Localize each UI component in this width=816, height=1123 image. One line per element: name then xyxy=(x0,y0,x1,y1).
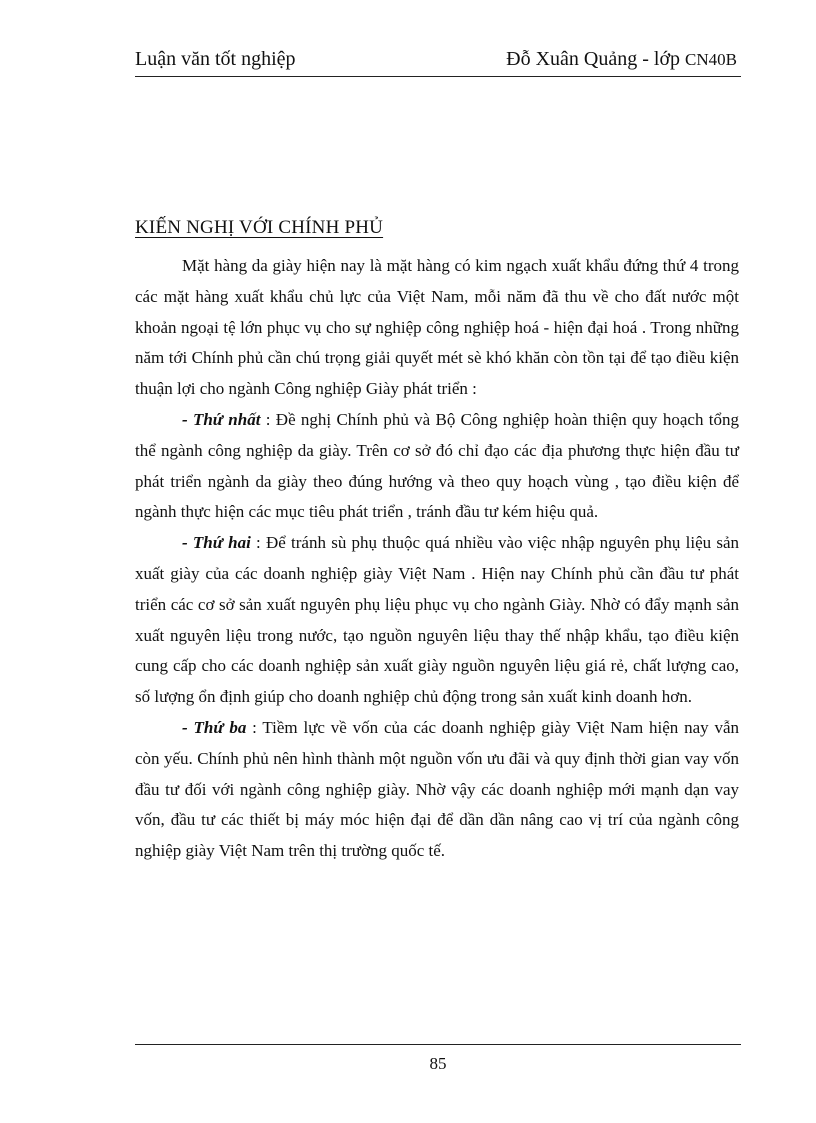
header-author-class: CN40B xyxy=(685,50,737,69)
section-body xyxy=(135,251,739,867)
section-heading: KIẾN NGHỊ VỚI CHÍNH PHỦ xyxy=(135,217,384,238)
recommendation-text-3: : Tiềm lực về vốn của các doanh nghiệp giày Việt Nam hiện nay vẫn còn yếu. Chính phủ nên hình thành một nguồn vốn ưu đãi và quy định thời gian vay vốn đầu tư đối với ngành công nghiệp giày. Nhờ vậy các doanh nghiệp mới mạnh dạn vay vốn, đầu tư các thiết bị máy móc hiện đại để dần dần nâng cao vị trí của ngành công nghiệp giày Việt Nam trên thị trường quốc tế. xyxy=(135,717,739,861)
recommendation-text-1: : Đề nghị Chính phủ và Bộ Công nghiệp hoàn thiện quy hoạch tổng thể ngành công nghiệp da giày. Trên cơ sở đó chỉ đạo các địa phương thực hiện đầu tư phát triển ngành da giày theo đúng hướng và theo quy hoạch vùng , tạo điều kiện để ngành thực hiện các mục tiêu phát triển , tránh đầu tư kém hiệu quả. xyxy=(135,409,739,522)
header-thesis-label: Luận văn tốt nghiệp xyxy=(135,48,296,70)
header-author xyxy=(506,48,737,71)
recommendation-text-2: : Để tránh sù phụ thuộc quá nhiều vào việc nhập nguyên phụ liệu sản xuất giày của các doanh nghiệp giày Việt Nam . Hiện nay Chính phủ cần đầu tư phát triển các cơ sở sản xuất nguyên phụ liệu phục vụ cho ngành Giày. Nhờ có đẩy mạnh sản xuất nguyên liệu trong nước, tạo nguồn nguyên liệu thay thế nhập khẩu, tạo điều kiện cung cấp cho các doanh nghiệp sản xuất giày nguồn nguyên liệu giá rẻ, chất lượng cao, số lượng ổn định giúp cho doanh nghiệp chủ động trong sản xuất kinh doanh hơn. xyxy=(135,533,739,707)
footer-divider xyxy=(135,1044,741,1045)
recommendation-lead-1: - Thứ nhất xyxy=(182,409,261,429)
recommendation-lead-3: - Thứ ba xyxy=(182,717,247,737)
recommendation-paragraph-2 xyxy=(135,528,739,713)
page-number: 85 xyxy=(429,1054,447,1073)
header-author-name: Đỗ Xuân Quảng - lớp xyxy=(506,48,686,70)
recommendation-lead-2: - Thứ hai xyxy=(182,533,251,553)
recommendation-paragraph-3 xyxy=(135,713,739,867)
recommendation-paragraph-1 xyxy=(135,405,739,528)
page-header xyxy=(135,48,741,77)
intro-paragraph: Mặt hàng da giày hiện nay là mặt hàng có kim ngạch xuất khẩu đứng thứ 4 trong các mặt hàng xuất khẩu chủ lực của Việt Nam, mỗi năm đã thu về cho đất nước một khoản ngoại tệ lớn phục vụ cho sự nghiệp công nghiệp hoá - hiện đại hoá . Trong những năm tới Chính phủ cần chú trọng giải quyết mét sè khó khăn còn tồn tại để tạo điều kiện thuận lợi cho ngành Công nghiệp Giày phát triển : xyxy=(135,256,739,399)
